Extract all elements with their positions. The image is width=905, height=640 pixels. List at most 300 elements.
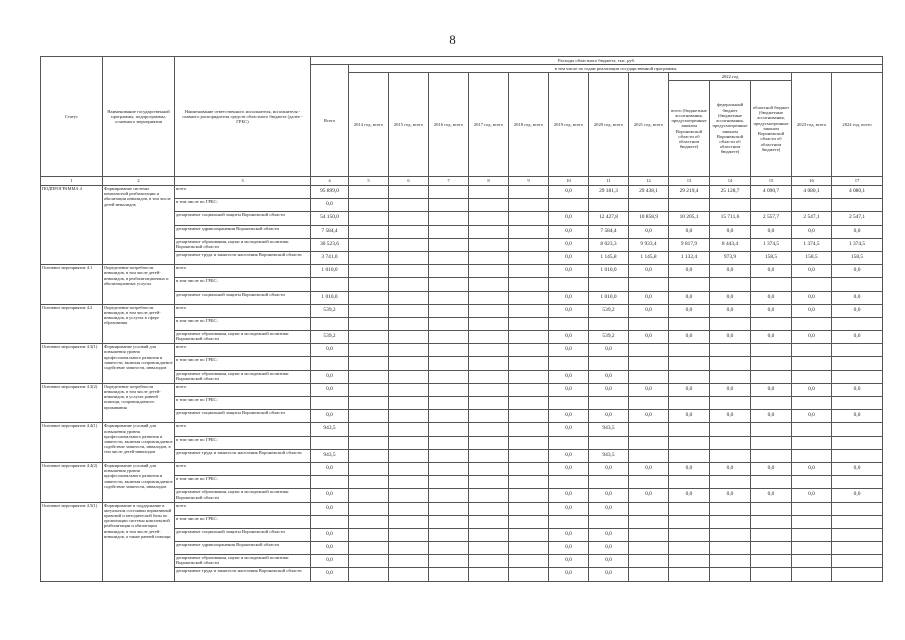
value-cell [349,568,389,581]
value-cell: 0,0 [311,568,349,581]
value-cell [751,502,792,515]
value-cell [349,186,389,199]
value-cell [669,423,710,436]
value-cell: 0,0 [629,265,669,278]
value-cell: 1 374,5 [751,238,792,251]
value-cell [509,291,549,304]
value-cell [549,278,589,291]
value-cell [311,397,349,410]
row-program-name: Формирование условий для повышения уровня профессионального развития и занятости, включая сопровождаемое содействие занятости, инвалидов, в том числе детей-инвалидов [103,423,175,463]
value-cell [832,370,883,383]
value-cell [429,476,469,489]
value-cell [792,555,832,568]
value-cell [311,278,349,291]
value-cell: 0,0 [549,502,589,515]
value-cell [349,423,389,436]
row-executor: всего [175,383,311,396]
value-cell [389,265,429,278]
value-cell [311,317,349,330]
value-cell: 0,0 [549,568,589,581]
table-row [41,462,883,475]
value-cell [349,397,389,410]
value-cell: 0,0 [549,555,589,568]
row-executor: всего [175,304,311,317]
value-cell: 0,0 [629,462,669,475]
value-cell: 0,0 [832,291,883,304]
value-cell [349,331,389,344]
value-cell [710,317,751,330]
value-cell: 25 128,7 [710,186,751,199]
value-cell: 0,0 [589,542,629,555]
table-row [41,186,883,199]
value-cell: 158,5 [751,251,792,264]
value-cell [710,370,751,383]
value-cell [629,397,669,410]
value-cell [429,225,469,238]
value-cell: 0,0 [710,304,751,317]
header-2017: 2017 год, всего [469,73,509,177]
column-number: 16 [792,177,832,186]
value-cell: 1 374,5 [792,238,832,251]
row-executor: в том числе по ГРБС: [175,317,311,330]
value-cell [509,278,549,291]
value-cell [349,265,389,278]
value-cell [389,502,429,515]
value-cell [832,542,883,555]
value-cell: 0,0 [549,462,589,475]
value-cell [509,317,549,330]
value-cell: 0,0 [549,542,589,555]
value-cell [469,251,509,264]
value-cell [429,317,469,330]
row-status: Основное мероприятие 4.5(1) [41,502,103,581]
value-cell [710,357,751,370]
value-cell [389,304,429,317]
value-cell [469,278,509,291]
value-cell [792,528,832,541]
value-cell [629,449,669,462]
row-status: Основное мероприятие 4.1 [41,265,103,305]
value-cell [751,542,792,555]
row-executor: всего [175,462,311,475]
value-cell: 0,0 [751,265,792,278]
value-cell [509,383,549,396]
value-cell: 0,0 [549,344,589,357]
value-cell [710,397,751,410]
row-executor: всего [175,186,311,199]
value-cell: 0,0 [629,225,669,238]
value-cell: 0,0 [629,383,669,396]
value-cell [710,528,751,541]
value-cell: 0,0 [311,199,349,212]
value-cell: 0,0 [710,489,751,502]
row-executor: департамент социальной защиты Воронежской области [175,528,311,541]
value-cell [311,515,349,528]
row-executor: в том числе по ГРБС: [175,397,311,410]
value-cell [469,225,509,238]
value-cell [429,436,469,449]
value-cell [389,251,429,264]
value-cell [669,357,710,370]
row-status: Основное мероприятие 4.4(1) [41,423,103,463]
value-cell: 158,5 [832,251,883,264]
value-cell [389,542,429,555]
value-cell [429,397,469,410]
column-number: 11 [589,177,629,186]
value-cell: 0,0 [549,238,589,251]
value-cell: 0,0 [751,489,792,502]
value-cell [311,436,349,449]
value-cell [792,502,832,515]
value-cell: 0,0 [549,489,589,502]
value-cell [669,449,710,462]
header-2024: 2024 год, всего [832,73,883,177]
row-executor: департамент образования, науки и молодежной политики Воронежской области [175,238,311,251]
value-cell [509,515,549,528]
value-cell: 0,0 [549,251,589,264]
value-cell [349,357,389,370]
row-program-name: Определение потребности инвалидов, в том числе детей-инвалидов, в услугах ранней помощи, сопровождаемого проживания [103,383,175,423]
value-cell [549,436,589,449]
value-cell [669,370,710,383]
header-2022-total: всего (бюджетные ассигнования, предусмотренные законом Воронежской области об областном бюджете) [669,81,710,177]
value-cell: 29 219,4 [669,186,710,199]
value-cell: 15 711,6 [710,212,751,225]
value-cell [509,449,549,462]
value-cell: 0,0 [669,489,710,502]
value-cell [429,410,469,423]
value-cell [669,515,710,528]
value-cell [751,317,792,330]
value-cell [751,568,792,581]
value-cell [429,304,469,317]
value-cell [469,357,509,370]
value-cell [589,515,629,528]
value-cell [469,265,509,278]
value-cell [469,423,509,436]
value-cell [389,410,429,423]
table-row [41,304,883,317]
value-cell [751,528,792,541]
value-cell [311,357,349,370]
value-cell [389,436,429,449]
value-cell: 4 080,1 [832,186,883,199]
value-cell: 0,0 [792,304,832,317]
value-cell: 8 443,4 [710,238,751,251]
row-status: ПОДПРОГРАММА 4 [41,186,103,265]
value-cell [469,502,509,515]
value-cell [751,436,792,449]
value-cell [751,476,792,489]
value-cell [349,238,389,251]
value-cell [349,278,389,291]
value-cell [349,344,389,357]
value-cell: 0,0 [629,489,669,502]
value-cell: 539,2 [311,304,349,317]
value-cell [832,502,883,515]
row-executor: департамент труда и занятости населения Воронежской области [175,568,311,581]
value-cell [629,344,669,357]
value-cell: 1 010,0 [311,265,349,278]
value-cell [589,436,629,449]
value-cell [469,331,509,344]
value-cell: 0,0 [710,265,751,278]
value-cell [389,449,429,462]
value-cell: 943,5 [311,423,349,436]
value-cell: 539,2 [589,304,629,317]
value-cell [469,489,509,502]
row-executor: департамент образования, науки и молодежной политики Воронежской области [175,555,311,568]
value-cell: 54 150,0 [311,212,349,225]
header-status: Статус [41,57,103,177]
value-cell [832,357,883,370]
column-number: 7 [429,177,469,186]
value-cell [469,199,509,212]
value-cell: 0,0 [792,410,832,423]
value-cell [429,449,469,462]
value-cell: 0,0 [589,370,629,383]
value-cell: 0,0 [549,331,589,344]
value-cell: 0,0 [669,225,710,238]
value-cell [389,423,429,436]
value-cell [469,186,509,199]
value-cell [509,423,549,436]
header-2022-federal: федеральный бюджет (бюджетные ассигнования, предусмотренные законом Воронежской области об областном бюджете) [710,81,751,177]
value-cell [751,449,792,462]
value-cell [751,199,792,212]
value-cell [751,555,792,568]
value-cell [349,502,389,515]
value-cell [710,199,751,212]
value-cell [792,449,832,462]
row-executor: всего [175,344,311,357]
value-cell [669,436,710,449]
value-cell [389,291,429,304]
value-cell: 0,0 [710,462,751,475]
value-cell [389,186,429,199]
value-cell: 1 132,4 [669,251,710,264]
value-cell: 0,0 [549,449,589,462]
value-cell: 0,0 [669,304,710,317]
value-cell [710,515,751,528]
value-cell: 0,0 [832,410,883,423]
value-cell: 0,0 [629,291,669,304]
value-cell [389,225,429,238]
value-cell [792,357,832,370]
value-cell [349,462,389,475]
value-cell [669,568,710,581]
value-cell: 0,0 [832,304,883,317]
value-cell [469,436,509,449]
value-cell [549,199,589,212]
value-cell [832,568,883,581]
value-cell: 0,0 [751,383,792,396]
value-cell [669,476,710,489]
value-cell [710,436,751,449]
value-cell [389,476,429,489]
header-total: Всего [311,65,349,177]
value-cell [389,344,429,357]
value-cell: 8 023,3 [589,238,629,251]
value-cell: 0,0 [589,344,629,357]
value-cell: 0,0 [751,462,792,475]
value-cell [832,423,883,436]
value-cell [429,357,469,370]
value-cell [389,528,429,541]
value-cell [349,489,389,502]
value-cell [509,555,549,568]
value-cell [469,383,509,396]
value-cell [389,357,429,370]
value-cell [669,502,710,515]
value-cell [509,186,549,199]
row-executor: в том числе по ГРБС: [175,476,311,489]
row-status: Основное мероприятие 4.3(2) [41,383,103,423]
value-cell [429,528,469,541]
value-cell: 0,0 [589,568,629,581]
column-number: 15 [751,177,792,186]
header-2014: 2014 год, всего [349,73,389,177]
value-cell: 0,0 [832,462,883,475]
value-cell [832,528,883,541]
header-2016: 2016 год, всего [429,73,469,177]
value-cell [751,515,792,528]
value-cell [832,344,883,357]
value-cell [669,278,710,291]
value-cell [669,555,710,568]
value-cell [751,344,792,357]
value-cell [710,555,751,568]
header-2018: 2018 год, всего [509,73,549,177]
value-cell [469,397,509,410]
value-cell: 0,0 [589,410,629,423]
value-cell [629,555,669,568]
row-executor: всего [175,265,311,278]
value-cell [751,278,792,291]
value-cell: 0,0 [792,225,832,238]
value-cell [349,410,389,423]
value-cell [509,265,549,278]
value-cell: 0,0 [549,186,589,199]
value-cell [589,317,629,330]
value-cell [832,317,883,330]
value-cell: 1 145,8 [629,251,669,264]
header-2021: 2021 год, всего [629,73,669,177]
value-cell: 1 010,0 [589,265,629,278]
value-cell [629,370,669,383]
value-cell [710,449,751,462]
value-cell [389,462,429,475]
header-2022-regional: областной бюджет (бюджетные ассигнования, предусмотренные законом Воронежской области об областном бюджете) [751,81,792,177]
value-cell [832,515,883,528]
row-program-name: Формирование условий для повышения уровня профессионального развития и занятости, включая сопровождаемое содействие занятости, инвалидов [103,344,175,384]
column-number: 2 [103,177,175,186]
value-cell: 0,0 [832,225,883,238]
value-cell: 539,2 [311,331,349,344]
value-cell [751,397,792,410]
value-cell [469,291,509,304]
row-program-name: Формирование и поддержание в актуальном состоянии нормативной правовой и методической базы по организации системы комплексной реабилитации и абилитации инвалидов, в том числе детей-инвалидов, а также ранней помощи [103,502,175,581]
value-cell [349,555,389,568]
value-cell: 0,0 [792,265,832,278]
value-cell: 1 010,0 [311,291,349,304]
header-program-name: Наименование государственной программы, подпрограммы, основного мероприятия [103,57,175,177]
value-cell: 0,0 [832,489,883,502]
row-program-name: Определение потребности инвалидов, в том числе детей-инвалидов, в реабилитационных и абилитационных услугах [103,265,175,305]
value-cell [469,370,509,383]
column-number: 12 [629,177,669,186]
value-cell [629,528,669,541]
value-cell [509,238,549,251]
value-cell [389,370,429,383]
value-cell [832,199,883,212]
value-cell [469,528,509,541]
row-executor: всего [175,502,311,515]
value-cell [710,568,751,581]
value-cell [469,568,509,581]
value-cell: 29 438,1 [629,186,669,199]
value-cell [629,542,669,555]
value-cell [509,528,549,541]
value-cell: 0,0 [549,212,589,225]
row-executor: в том числе по ГРБС: [175,278,311,291]
value-cell [629,515,669,528]
header-by-years: в том числе по годам реализации государственной программы [349,65,883,73]
value-cell [349,251,389,264]
value-cell [669,344,710,357]
value-cell [669,317,710,330]
value-cell: 0,0 [311,370,349,383]
row-executor: в том числе по ГРБС: [175,515,311,528]
value-cell [629,317,669,330]
value-cell [509,370,549,383]
value-cell [429,278,469,291]
value-cell: 4 080,1 [792,186,832,199]
value-cell [751,370,792,383]
value-cell: 0,0 [710,291,751,304]
value-cell [792,278,832,291]
value-cell: 10 205,1 [669,212,710,225]
table-row [41,265,883,278]
value-cell: 0,0 [311,383,349,396]
value-cell [792,568,832,581]
value-cell: 0,0 [710,383,751,396]
value-cell: 943,5 [589,449,629,462]
value-cell [792,397,832,410]
value-cell: 0,0 [549,225,589,238]
value-cell: 0,0 [589,528,629,541]
value-cell [469,515,509,528]
row-executor: всего [175,423,311,436]
value-cell [429,542,469,555]
value-cell [469,410,509,423]
value-cell [469,304,509,317]
value-cell [549,476,589,489]
value-cell [349,436,389,449]
value-cell [349,528,389,541]
header-2015: 2015 год, всего [389,73,429,177]
value-cell [832,476,883,489]
value-cell [349,370,389,383]
value-cell [509,410,549,423]
row-executor: департамент здравоохранения Воронежской области [175,542,311,555]
row-executor: в том числе по ГРБС: [175,436,311,449]
value-cell [389,383,429,396]
value-cell [429,423,469,436]
value-cell [509,304,549,317]
value-cell [832,278,883,291]
value-cell: 0,0 [311,502,349,515]
